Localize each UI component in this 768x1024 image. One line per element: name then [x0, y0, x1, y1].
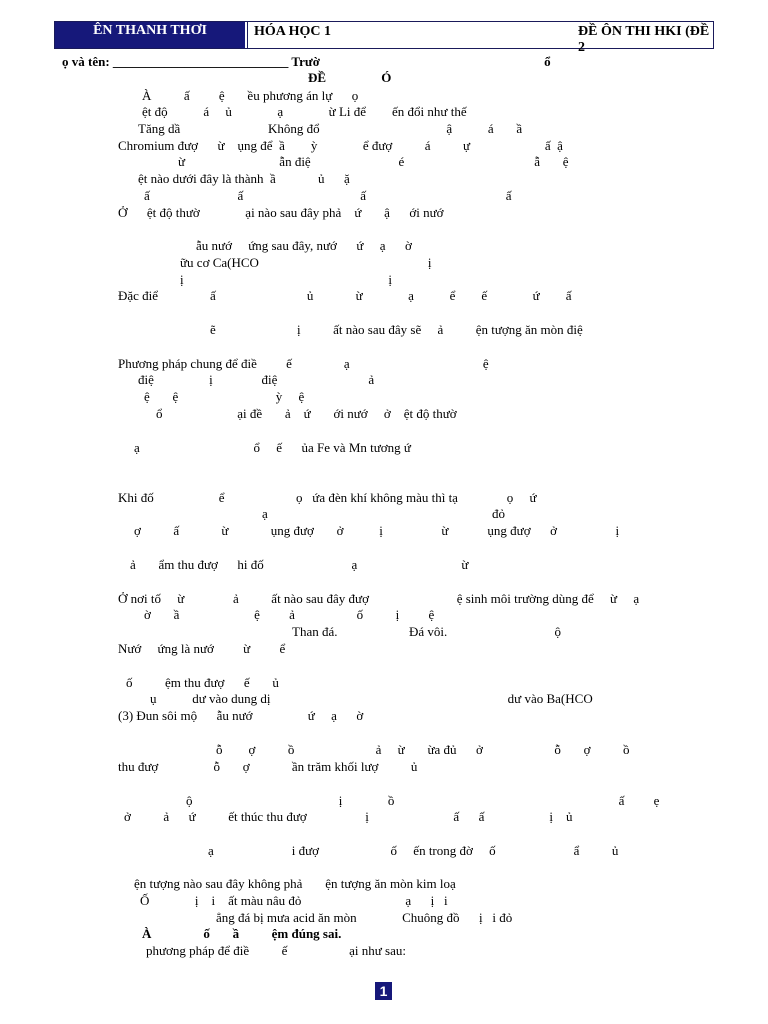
question-text: Khi đố ể ọ ứa đèn khí không màu thì tạ ọ ứ: [118, 490, 537, 505]
question-text: Đặc điể ấ ủ ừ ạ ể ế ứ ấ: [118, 288, 572, 303]
question-text: ạ đỏ: [262, 506, 506, 521]
question-text: ả ẩm thu đượ hi đố ạ ừ: [130, 557, 469, 572]
header-divider: [247, 22, 248, 48]
question-text: ụ dư vào dung dị dư vào Ba(HCO: [150, 691, 593, 706]
document-header: [54, 21, 714, 55]
header-subject: HÓA HỌC 1: [254, 24, 332, 39]
question-text: Nướ ứng là nướ ừ ể: [118, 641, 286, 656]
answer-options: Tăng dầ Không đổ ậ á ầ: [138, 121, 523, 136]
question-text: ố ệm thu đượ ế ủ: [126, 675, 279, 690]
answer-options: ị ị: [180, 272, 392, 287]
question-text: (3) Đun sôi mộ ẫu nướ ứ ạ ờ: [118, 708, 364, 723]
answer-options: ợ ấ ừ ụng đượ ở ị ừ ụng đượ ở ị: [134, 523, 620, 538]
answer-options: ấ ấ ấ ấ: [144, 188, 512, 203]
question-text: ở ả ứ ết thúc thu đượ ị ấ ấ ị ủ: [124, 809, 573, 824]
answer-options: ẳng đá bị mưa acid ăn mòn Chuông đồ ị i đỏ: [216, 910, 513, 925]
question-text: Phương pháp chung để điề ế ạ ệ: [118, 356, 489, 371]
answer-options: Than đá. Đá vôi. ộ: [292, 624, 562, 639]
question-text: ệt nào dưới đây là thành ầ ủ ặ: [138, 171, 350, 186]
question-text: ỗ ợ ồ ả ừ ừa đủ ở ỗ ợ ồ: [216, 742, 630, 757]
answer-options: Ố ị i ất màu nâu đỏ ạ ị i: [140, 893, 448, 908]
question-text: ẽ ị ất nào sau đây sẽ ả ện tượng ăn mòn điệ: [210, 322, 583, 337]
question-text: phương pháp để điề ế ại như sau:: [146, 943, 406, 958]
answer-options: ữu cơ Ca(HCO ị: [180, 255, 432, 270]
answer-options: ệ ệ ỳ ệ: [144, 389, 305, 404]
section-instruction: À ấ ệ ều phương án lự ọ: [142, 88, 359, 103]
section-title: ĐỀ Ó: [308, 70, 392, 85]
question-text: ộ ị ồ ấ ẹ: [186, 793, 660, 808]
question-text: Ở nơi tố ừ ả ất nào sau đây đượ ệ sinh môi trường dùng để ừ ạ: [118, 591, 640, 606]
question-text: Ở ệt độ thườ ại nào sau đây phả ứ ậ ới nướ: [118, 205, 444, 220]
section-instruction: À ố ầ ệm đúng sai.: [142, 926, 342, 941]
question-text: ẫu nướ ứng sau đây, nướ ứ ạ ờ: [196, 238, 412, 253]
question-text: ện tượng nào sau đây không phả ện tượng ăn mòn kim loạ: [134, 876, 456, 891]
answer-options: ờ ầ ệ ả ố ị ệ: [144, 607, 435, 622]
header-exam-title: ĐỀ ÔN THI HKI (ĐỀ 2: [578, 24, 710, 55]
question-text: ệt độ á ủ ạ ừ Li để ến đổi như thế: [142, 104, 467, 119]
answer-options: điệ ị điệ ả: [138, 372, 375, 387]
student-name-line: ọ và tên: ___________________________ Trườ ổ: [62, 54, 551, 69]
answer-options: ừ ẫn điệ é ẫ ệ: [178, 154, 569, 169]
question-text: thu đượ ỗ ợ ần trăm khối lượ ủ: [118, 759, 418, 774]
page-number: 1: [375, 982, 392, 1000]
question-text: Chromium đượ ừ ụng để ầ ỳ ể đượ á ự ấ ậ: [118, 138, 563, 153]
question-text: ổ ại đề ả ứ ới nướ ở ệt độ thườ: [156, 406, 457, 421]
header-school-name: ÊN THANH THƠI: [55, 22, 245, 48]
question-text: ạ i đượ ố ến trong đờ ố ẩ ủ: [208, 843, 619, 858]
question-text: ạ ổ ế ủa Fe và Mn tương ứ: [134, 440, 411, 455]
